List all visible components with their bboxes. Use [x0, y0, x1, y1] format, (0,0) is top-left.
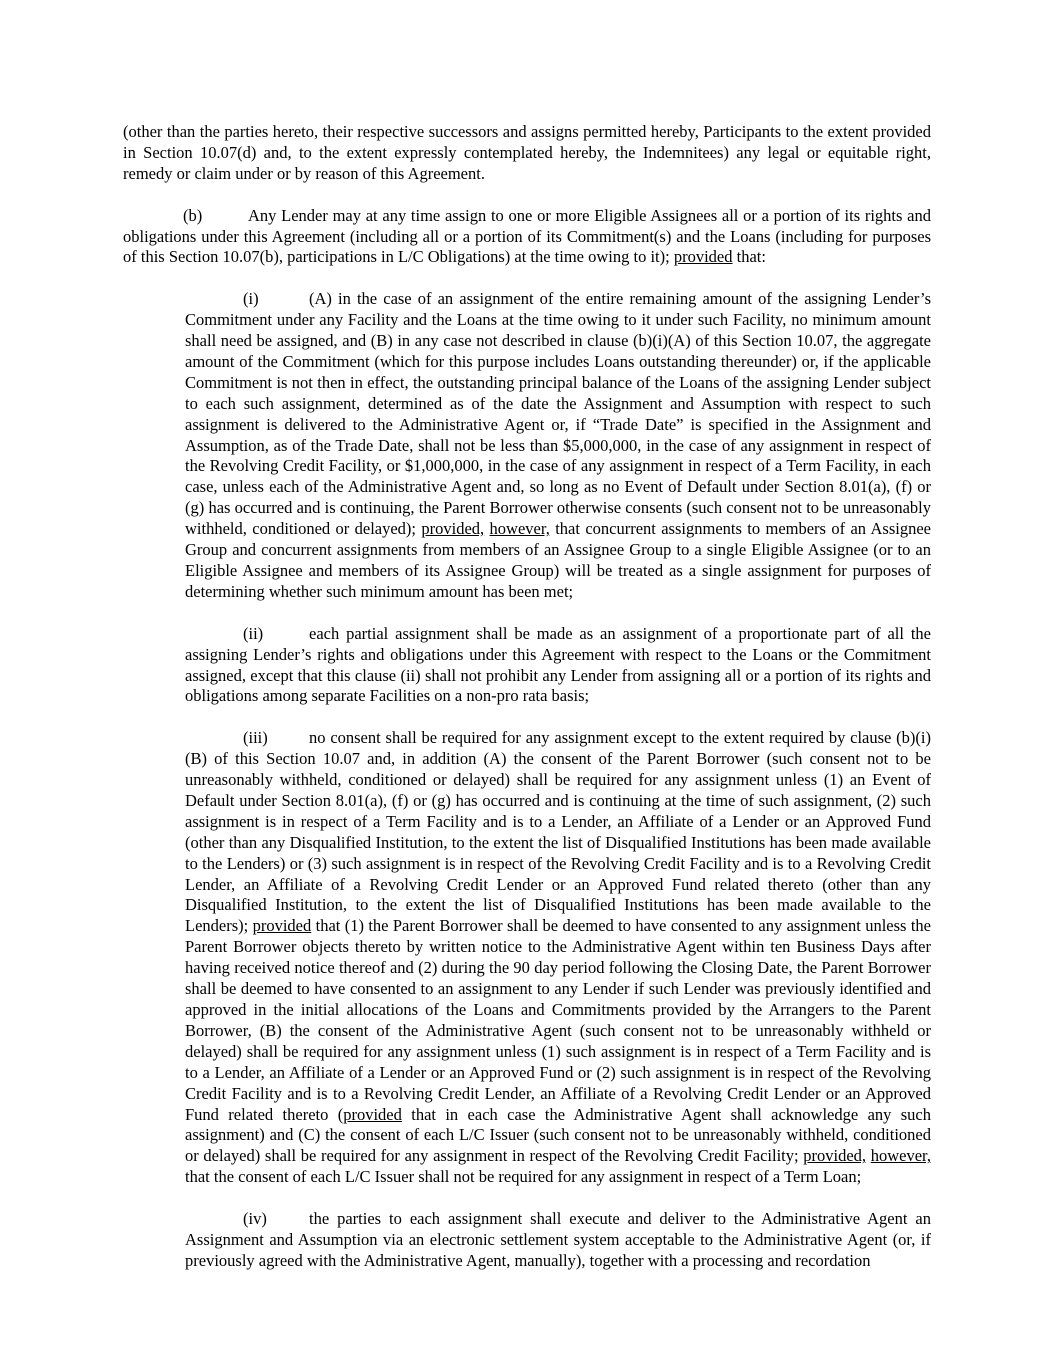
underlined-term: however,: [489, 519, 550, 539]
text-segment: that the consent of each L/C Issuer shall not be required for any assignment in respect of a Term Loan;: [185, 1167, 862, 1187]
clause-label: (iv): [243, 1209, 267, 1229]
paragraph-intro-continuation: [123, 122, 931, 185]
underlined-term: however,: [870, 1146, 932, 1166]
clause-b-iv-paragraph: [185, 1209, 931, 1272]
text-segment: (other than the parties hereto, their respective successors and assigns permitted hereby, Participants to the extent provided in Section 10.07(d) and, to the extent expressly contemplated hereby, the Indemnitees) any legal or equitable right, remedy or claim under or by reason of this Agreement.: [123, 122, 931, 183]
text-segment: that in each case the Administrative Agent shall acknowledge any such assignment) and (C) the consent of each L/C Issuer (such consent not to be unreasonably withheld, conditioned or delayed) shall be required for any assignment in respect of the Revolving Credit Facility;: [185, 1104, 931, 1166]
text-segment: each partial assignment shall be made as an assignment of a proportionate part of all the assigning Lender’s rights and obligations under this Agreement with respect to the Loans or the Commitment assigned, except that this clause (ii) shall not prohibit any Lender from assigning all or a portion of its rights and obligations among separate Facilities on a non-pro rata basis;: [185, 623, 931, 706]
clause-label: (iii): [243, 728, 268, 748]
text-segment: that (1) the Parent Borrower shall be deemed to have consented to any assignment unless the Parent Borrower objects thereto by written notice to the Administrative Agent within ten Business Days after having received notice thereof and (2) during the 90 day period following the Closing Date, the Parent Borrower shall be deemed to have consented to an assignment to any Lender if such Lender was previously identified and approved in the initial allocations of the Loans and Commitments provided by the Arrangers to the Parent Borrower, (B) the consent of the Administrative Agent (such consent not to be unreasonably withheld or delayed) shall be required for any assignment unless (1) such assignment is in respect of a Term Facility and is to a Lender, an Affiliate of a Lender or an Approved Fund or (2) such assignment is in respect of the Revolving Credit Facility and is to a Revolving Credit Lender, an Affiliate of a Revolving Credit Lender or an Approved Fund related thereto (: [185, 916, 931, 1124]
clause-label: (ii): [243, 623, 264, 643]
clause-b-iii-paragraph: [185, 728, 931, 1188]
underlined-term: provided,: [803, 1146, 867, 1166]
underlined-term: provided: [252, 916, 312, 936]
text-segment: that concurrent assignments to members of an Assignee Group and concurrent assignments from members of an Assignee Group to a single Eligible Assignee (or to an Eligible Assignee and members of its Assignee Group) will be treated as a single assignment for purposes of determining whether such minimum amount has been met;: [185, 519, 931, 601]
text-segment: Any Lender may at any time assign to one or more Eligible Assignees all or a portion of its rights and obligations under this Agreement (including all or a portion of its Commitment(s) and the Loans (including for purposes of this Section 10.07(b), participations in L/C Obligations) at the time owing to it);: [123, 205, 931, 267]
clause-b-i-paragraph: [185, 289, 931, 603]
text-segment: the parties to each assignment shall execute and deliver to the Administrative Agent an Assignment and Assumption via an electronic settlement system acceptable to the Administrative Agent (or, if previously agreed with the Administrative Agent, manually), together with a processing and recordation: [185, 1209, 931, 1270]
clause-label: (b): [183, 205, 203, 225]
text-segment: that:: [732, 247, 766, 267]
clause-b-paragraph: [123, 206, 931, 269]
underlined-term: provided,: [421, 519, 485, 539]
clause-label: (i): [243, 289, 259, 309]
underlined-term: provided: [673, 247, 733, 267]
clause-b-ii-paragraph: [185, 624, 931, 708]
underlined-term: provided: [343, 1104, 402, 1124]
text-segment: no consent shall be required for any assignment except to the extent required by clause (b)(i)(B) of this Section 10.07 and, in addition (A) the consent of the Parent Borrower (such consent not to be unreasonably withheld, conditioned or delayed) shall be required for any assignment unless (1) an Event of Default under Section 8.01(a), (f) or (g) has occurred and is continuing at the time of such assignment, (2) such assignment is in respect of a Term Facility and is to a Lender, an Affiliate of a Lender or an Approved Fund (other than any Disqualified Institution, to the extent the list of Disqualified Institutions has been made available to the Lenders) or (3) such assignment is in respect of the Revolving Credit Facility and is to a Revolving Credit Lender, an Affiliate of a Revolving Credit Lender or an Approved Fund related thereto (other than any Disqualified Institution, to the extent the list of Disqualified Institutions has been made available to the Lenders);: [185, 728, 931, 936]
text-segment: (A) in the case of an assignment of the entire remaining amount of the assigning Lender’s Commitment under any Facility and the Loans at the time owing to it under such Facility, no minimum amount shall need be assigned, and (B) in any case not described in clause (b)(i)(A) of this Section 10.07, the aggregate amount of the Commitment (which for this purpose includes Loans outstanding thereunder) or, if the applicable Commitment is not then in effect, the outstanding principal balance of the Loans of the assigning Lender subject to each such assignment, determined as of the date the Assignment and Assumption with respect to such assignment is delivered to the Administrative Agent or, if “Trade Date” is specified in the Assignment and Assumption, as of the Trade Date, shall not be less than $5,000,000, in the case of any assignment in respect of the Revolving Credit Facility, or $1,000,000, in the case of any assignment in respect of a Term Facility, in each case, unless each of the Administrative Agent and, so long as no Event of Default under Section 8.01(a), (f) or (g) has occurred and is continuing, the Parent Borrower otherwise consents (such consent not to be unreasonably withheld, conditioned or delayed);: [185, 289, 931, 539]
